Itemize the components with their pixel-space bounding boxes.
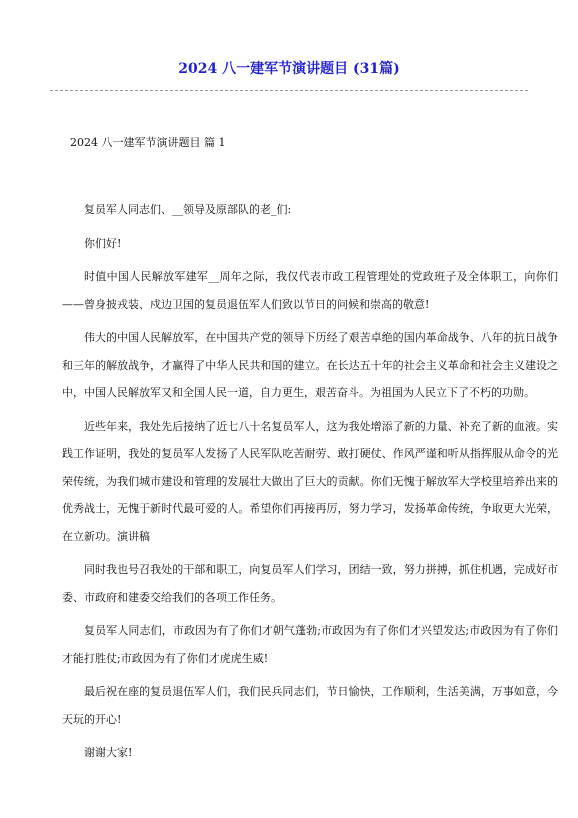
document-title: 2024 八一建军节演讲题目 (31篇) — [178, 61, 400, 77]
paragraph: 你们好! — [84, 236, 122, 250]
paragraph: 最后祝在座的复员退伍军人们，我们民兵同志们，节日愉快，工作顺利，生活美满，万事如意，今天玩的开心! — [62, 685, 558, 726]
paragraph: 复员军人同志们、__领导及原部队的老_们: — [84, 203, 292, 216]
paragraph: 近些年来，我处先后接纳了近七八十名复员军人，这为我处增添了新的力量、补充了新的血液。实践工作证明，我处的复员军人发扬了人民军队吃苦耐劳、敢打硬仗、作风严谨和听从指挥服从命令的光荣传统，为我们城市建设和管理的发展壮大做出了巨大的贡献。你们无愧于解放军大学校里培养出来的优秀战士，无愧于新时代最可爱的人。希望你们再接再厉，努力学习，发扬革命传统，争取更大光荣，在立新功。演讲稿 — [62, 419, 558, 543]
paragraph: 时值中国人民解放军建军__周年之际，我仅代表市政工程管理处的党政班子及全体职工，向你们——曾身披戎装、戍边卫国的复员退伍军人们致以节日的问候和崇高的敬意! — [62, 270, 558, 311]
paragraph: 谢谢大家! — [84, 746, 133, 759]
section-heading: 2024 八一建军节演讲题目 篇 1 — [70, 136, 226, 149]
title-divider — [50, 90, 528, 91]
paragraph: 伟大的中国人民解放军，在中国共产党的领导下历经了艰苦卓绝的国内革命战争、八年的抗日战争和三年的解放战争，才赢得了中华人民共和国的建立。在长达五十年的社会主义革命和社会主义建设之中，中国人民解放军又和全国人民一道，自力更生，艰苦奋斗。为祖国为人民立下了不朽的功勋。 — [62, 331, 558, 399]
paragraph: 复员军人同志们，市政因为有了你们才朝气蓬勃;市政因为有了你们才兴望发达;市政因为有了你们才能打胜仗;市政因为有了你们才虎虎生威! — [62, 624, 558, 665]
speech-body — [62, 196, 558, 773]
paragraph: 同时我也号召我处的干部和职工，向复员军人们学习，团结一致，努力拼搏，抓住机遇，完成好市委、市政府和建委交给我们的各项工作任务。 — [62, 563, 558, 604]
